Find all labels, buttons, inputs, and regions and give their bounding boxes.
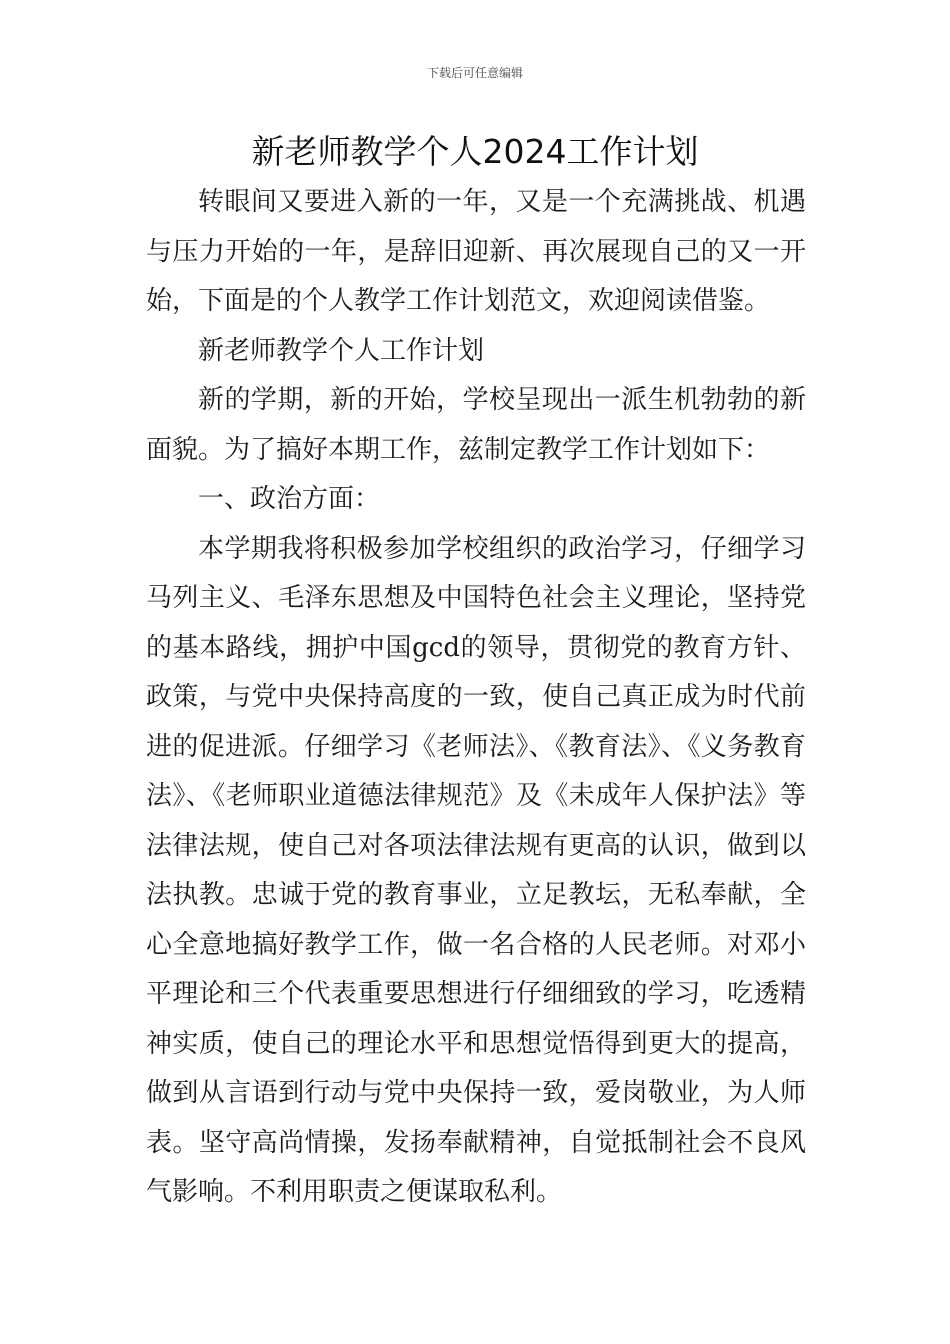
paragraph-subtitle: 新老师教学个人工作计划 xyxy=(198,335,485,366)
section-heading-politics: 一、政治方面： xyxy=(198,484,381,514)
paragraph-politics-body: 本学期我将积极参加学校组织的政治学习，仔细学习马列主义、毛泽东思想及中国特色社会主义理论，坚持党的基本路线，拥护中国gcd的领导，贯彻党的教育方针、政策，与党中央保持高度的一致，使自己真正成为时代前进的促进派。仔细学习《老师法》、《教育法》、《义务教育法》、《老师职业道德法律规范》及《未成年人保护法》等法律法规，使自己对各项法律法规有更高的认识，做到以法执教。忠诚于党的教育事业，立足教坛，无私奉献，全心全意地搞好教学工作，做一名合格的人民老师。对邓小平理论和三个代表重要思想进行仔细细致的学习，吃透精神实质，使自己的理论水平和思想觉悟得到更大的提高，做到从言语到行动与党中央保持一致，爱岗敬业，为人师表。坚守高尚情操，发扬奉献精神，自觉抵制社会不良风气影响。不利用职责之便谋取私利。 xyxy=(146,533,806,1207)
document-body xyxy=(146,178,806,1218)
page-header-note: 下载后可任意编辑 xyxy=(426,66,523,80)
paragraph-intro: 转眼间又要进入新的一年，又是一个充满挑战、机遇与压力开始的一年，是辞旧迎新、再次展现自己的又一开始，下面是的个人教学工作计划范文，欢迎阅读借鉴。 xyxy=(146,187,806,316)
document-title: 新老师教学个人2024工作计划 xyxy=(251,132,699,171)
paragraph-opening: 新的学期，新的开始，学校呈现出一派生机勃勃的新面貌。为了搞好本期工作，兹制定教学工作计划如下： xyxy=(146,385,806,465)
